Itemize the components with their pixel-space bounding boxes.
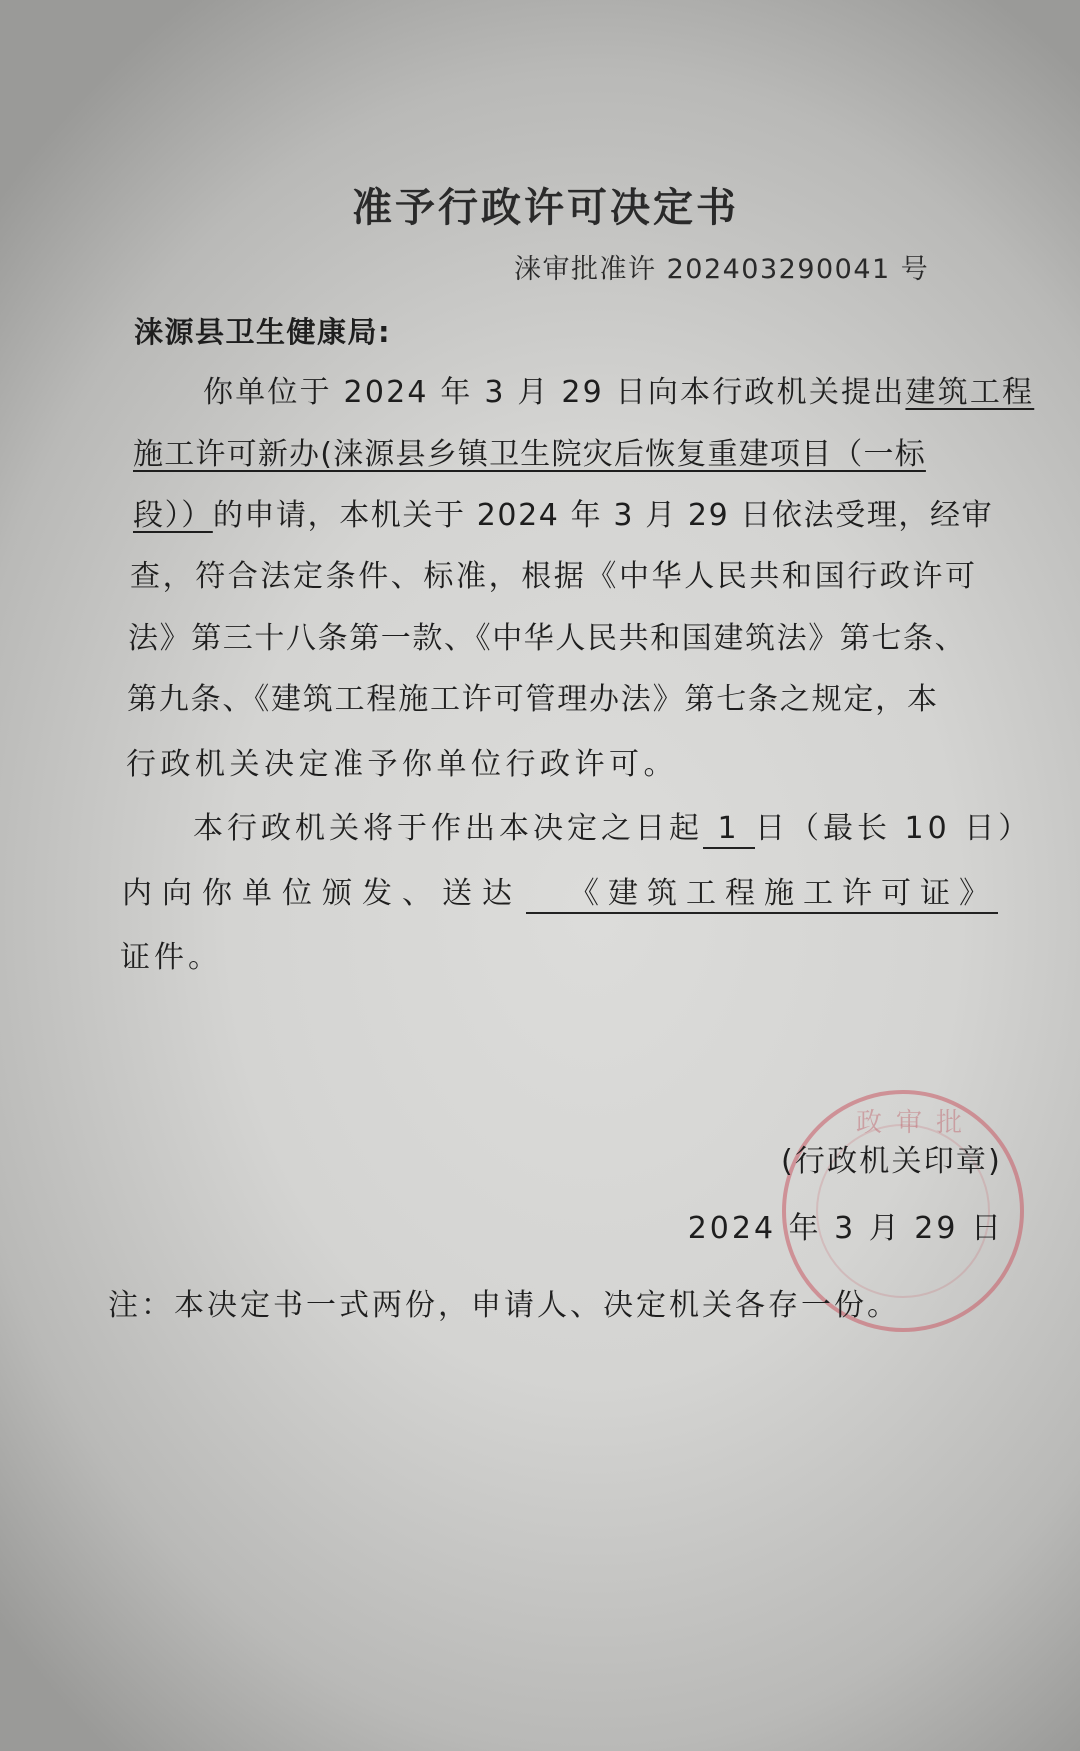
body-line-1 (203, 373, 1034, 413)
body-line-5: 法》第三十八条第一款、《中华人民共和国建筑法》第七条、 (128, 621, 967, 656)
project-name-underlined: 建筑工程 (905, 375, 1035, 410)
footnote: 注：本决定书一式两份，申请人、决定机关各存一份。 (108, 1288, 900, 1323)
days-value: 1 (703, 811, 755, 849)
document-number: 涞审批准许 202403290041 号 (514, 254, 930, 285)
body-line-4: 查，符合法定条件、标准，根据《中华人民共和国行政许可 (130, 559, 978, 594)
issue-line-3: 证件。 (120, 940, 222, 975)
body-text: 你单位于 2024 年 3 月 29 日向本行政机关提出 (203, 375, 906, 410)
issue-line-2 (122, 874, 998, 914)
issue-line-1 (193, 809, 1032, 849)
stamp-text: 政审批 (856, 1108, 977, 1138)
body-line-7: 行政机关决定准予你单位行政许可。 (126, 747, 678, 782)
decision-date: 2024 年 3 月 29 日 (687, 1211, 1004, 1246)
project-name-underlined: 施工许可新办(涞源县乡镇卫生院灾后恢复重建项目（一标 (133, 437, 926, 472)
addressee: 涞源县卫生健康局: (134, 315, 392, 349)
seal-label: (行政机关印章) (780, 1144, 1002, 1179)
body-text: 的申请，本机关于 2024 年 3 月 29 日依法受理，经审 (212, 498, 994, 533)
body-line-6: 第九条、《建筑工程施工许可管理办法》第七条之规定，本 (127, 682, 939, 717)
project-name-underlined: 段）） (133, 498, 213, 533)
issue-text: 内向你单位颁发、送达 (122, 876, 522, 911)
body-line-3 (133, 496, 993, 536)
document-title: 准予行政许可决定书 (352, 185, 739, 231)
issue-text: 日（最长 10 日） (755, 811, 1033, 846)
certificate-name: 《建筑工程施工许可证》 (526, 876, 998, 914)
body-line-2 (133, 435, 926, 475)
issue-text: 本行政机关将于作出本决定之日起 (193, 811, 703, 846)
